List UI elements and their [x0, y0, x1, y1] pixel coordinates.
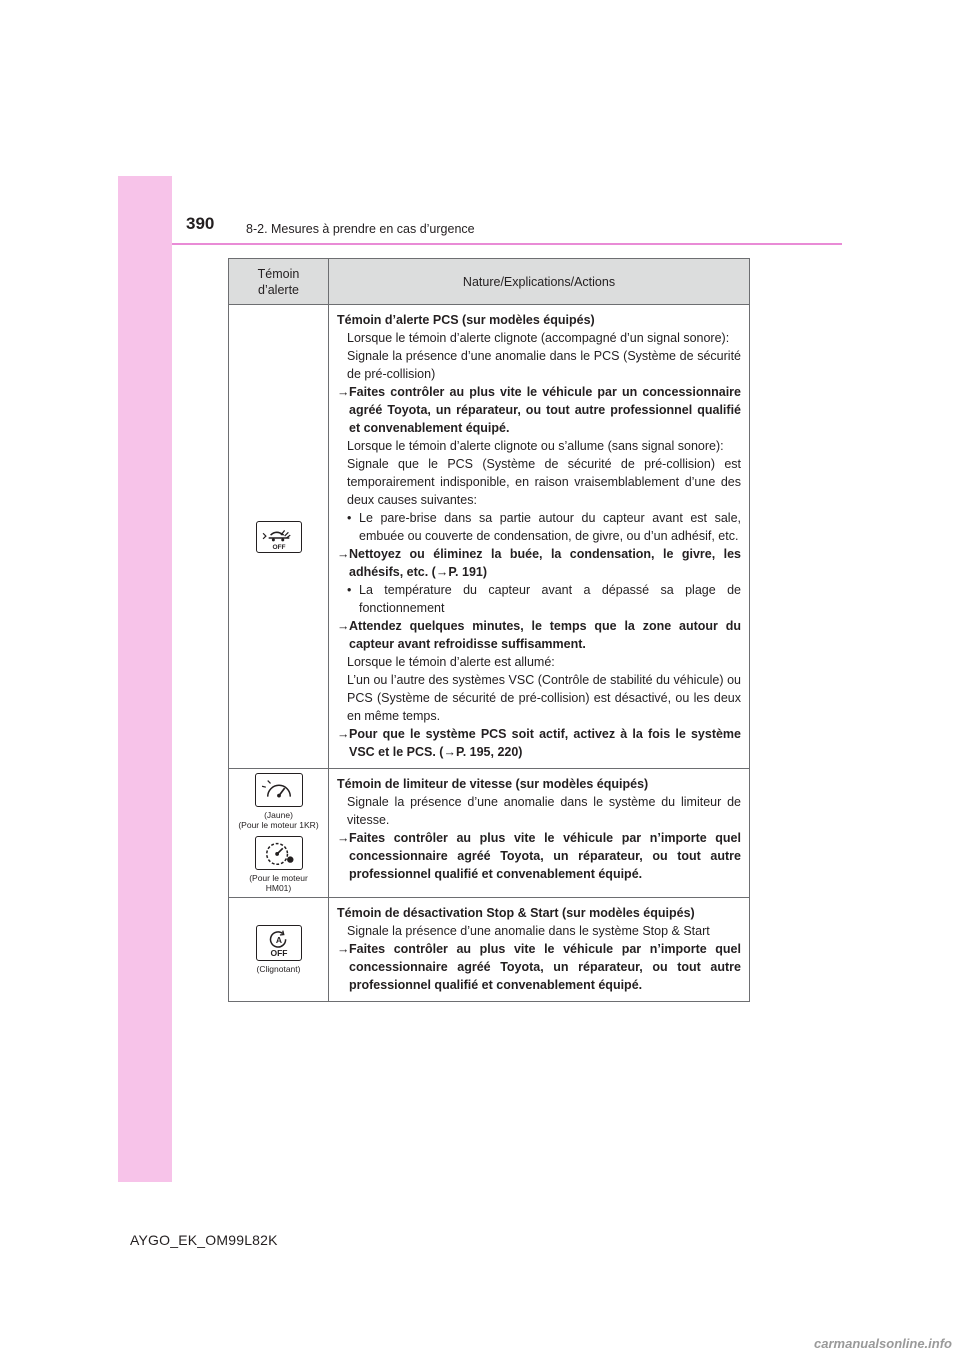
- column-header-warning-light: [229, 259, 329, 305]
- row-title: Témoin de limiteur de vitesse (sur modèles équipés): [337, 777, 649, 791]
- pcs-off-icon: [256, 521, 302, 553]
- action-text: Nettoyez ou éliminez la buée, la condensation, le givre, les adhésifs, etc. (→P. 191): [349, 547, 741, 579]
- text-line: Signale la présence d’une anomalie dans le système Stop & Start: [347, 924, 710, 938]
- arrow-icon: →: [337, 547, 350, 561]
- details-cell: [329, 769, 750, 898]
- caption-line: (Jaune): [264, 810, 293, 820]
- bullet-icon: •: [347, 511, 352, 525]
- icon-caption: [229, 873, 328, 893]
- text-line: Signale la présence d’une anomalie dans le système du limiteur de vitesse.: [347, 795, 741, 827]
- caption-line: (Pour le moteur: [249, 873, 308, 883]
- text-line: L’un ou l’autre des systèmes VSC (Contrôle de stabilité du véhicule) ou PCS (Système de sécurité de pré-collision) est désactivé, ou les deux en même temps.: [347, 673, 741, 723]
- arrow-icon: →: [337, 831, 350, 845]
- svg-text:OFF: OFF: [271, 543, 286, 551]
- watermark: carmanualsonline.info: [814, 1336, 952, 1351]
- document-code: AYGO_EK_OM99L82K: [130, 1232, 278, 1248]
- text-line: Signale que le PCS (Système de sécurité de pré-collision) est temporairement indisponible, en raison vraisemblablement d’une des deux causes suivantes:: [347, 457, 741, 507]
- header-label: Témoin d’alerte: [257, 266, 300, 297]
- caption-line: HM01): [265, 883, 292, 893]
- speed-limiter-hm01-icon: [255, 836, 303, 870]
- speed-limiter-1kr-icon: [255, 773, 303, 807]
- details-cell: [329, 305, 750, 769]
- action-text: Faites contrôler au plus vite le véhicule par n’importe quel concessionnaire agréé Toyota, un réparateur, ou tout autre professionnel qualifié et convenablement équipé.: [349, 942, 741, 992]
- section-title: 8-2. Mesures à prendre en cas d’urgence: [246, 222, 475, 236]
- action-item: [337, 829, 741, 883]
- icon-cell: [229, 898, 329, 1002]
- column-header-details: Nature/Explications/Actions: [329, 259, 750, 305]
- page-number: 390: [186, 214, 215, 233]
- action-text: Pour que le système PCS soit actif, activez à la fois le système VSC et le PCS. (→P. 195, 220): [349, 727, 741, 759]
- warning-lights-table: [228, 258, 750, 1002]
- text-line: Lorsque le témoin d’alerte clignote (accompagné d’un signal sonore):: [347, 331, 730, 345]
- action-item: [337, 940, 741, 994]
- bullet-text: La température du capteur avant a dépassé sa plage de fonctionnement: [359, 583, 741, 615]
- icon-caption: [229, 810, 328, 830]
- arrow-icon: →: [337, 727, 350, 741]
- text-line: Lorsque le témoin d’alerte est allumé:: [347, 655, 555, 669]
- text-line: Lorsque le témoin d’alerte clignote ou s’allume (sans signal sonore):: [347, 439, 724, 453]
- bullet-icon: •: [347, 583, 352, 597]
- table-row: [229, 898, 750, 1002]
- chapter-side-band: [118, 176, 172, 1182]
- details-cell: [329, 898, 750, 1002]
- bullet-item: [337, 581, 741, 617]
- table-row: [229, 305, 750, 769]
- action-item: [337, 545, 741, 581]
- svg-text:OFF: OFF: [270, 948, 287, 959]
- icon-cell: [229, 769, 329, 898]
- caption-line: (Pour le moteur 1KR): [238, 820, 319, 830]
- row-title: Témoin d’alerte PCS (sur modèles équipés): [337, 313, 595, 327]
- icon-cell: [229, 305, 329, 769]
- action-text: Faites contrôler au plus vite le véhicule par un concessionnaire agréé Toyota, un réparateur, ou tout autre professionnel qualifié et convenablement équipé.: [349, 385, 741, 435]
- action-item: [337, 383, 741, 437]
- stop-start-off-icon: [256, 925, 302, 961]
- arrow-icon: →: [337, 619, 350, 633]
- action-item: [337, 725, 741, 761]
- header-rule: [172, 243, 842, 245]
- action-item: [337, 617, 741, 653]
- text-line: Signale la présence d’une anomalie dans le PCS (Système de sécurité de pré-collision): [347, 349, 741, 381]
- table-row: [229, 769, 750, 898]
- row-title: Témoin de désactivation Stop & Start (sur modèles équipés): [337, 906, 695, 920]
- table-header-row: [229, 259, 750, 305]
- action-text: Faites contrôler au plus vite le véhicule par n’importe quel concessionnaire agréé Toyota, un réparateur, ou tout autre professionnel qualifié et convenablement équipé.: [349, 831, 741, 881]
- action-text: Attendez quelques minutes, le temps que la zone autour du capteur avant refroidisse suffisamment.: [349, 619, 741, 651]
- bullet-text: Le pare-brise dans sa partie autour du capteur avant est sale, embuée ou couverte de condensation, de givre, ou d’un adhésif, etc.: [359, 511, 741, 543]
- bullet-item: [337, 509, 741, 545]
- arrow-icon: →: [337, 385, 350, 399]
- icon-caption: (Clignotant): [256, 964, 301, 974]
- svg-text:A: A: [275, 935, 282, 945]
- arrow-icon: →: [337, 942, 350, 956]
